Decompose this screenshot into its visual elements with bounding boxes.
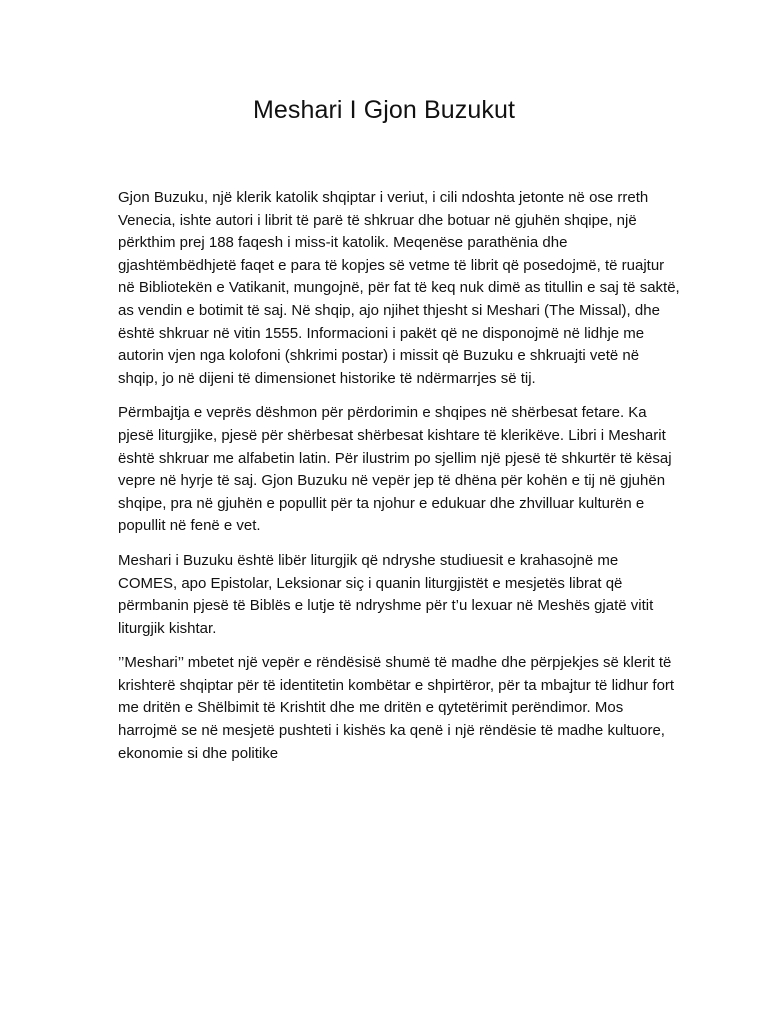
paragraph-2: Përmbajtja e veprës dëshmon për përdorimin e shqipes në shërbesat fetare. Ka pjesë liturgjike, pjesë për shërbesat shërbesat kishtare të klerikëve. Libri i Mesharit është shkruar me alfabetin latin. Për ilustrim po sjellim një pjesë të shkurtër të kësaj vepre në hyrje të saj. Gjon Buzuku në vepër jep të dhëna për kohën e tij në gjuhën shqipe, pra në gjuhën e popullit për ta njohur e edukuar dhe zhvilluar kulturën e popullit në fenë e vet. bbox=[118, 404, 672, 535]
document-body bbox=[118, 187, 680, 777]
paragraph-4: ’’Meshari’’ mbetet një vepër e rëndësisë shumë të madhe dhe përpjekjes së klerit të krishterë shqiptar për të identitetin kombëtar e shpirtëror, për ta mbajtur të lidhur fort me dritën e Shëlbimit të Krishtit dhe me dritën e qytetërimit perëndimor. Mos harrojmë se në mesjetë pushteti i kishës ka qenë i një rëndësie të madhe kultuore, ekonomie si dhe politike bbox=[118, 654, 675, 762]
paragraph-3: Meshari i Buzuku është libër liturgjik që ndryshe studiuesit e krahasojnë me COMES, apo Epistolar, Leksionar siç i quanin liturgjistët e mesjetës librat që përmbanin pjesë të Biblës e lutje të ndryshme për t’u lexuar në Meshës gjatë vitit liturgjik kishtar. bbox=[118, 551, 654, 637]
paragraph-1: Gjon Buzuku, një klerik katolik shqiptar i veriut, i cili ndoshta jetonte në ose rreth Venecia, ishte autori i librit të parë të shkruar dhe botuar në gjuhën shqipe, një përkthim prej 188 faqesh i miss-it katolik. Meqenëse parathënia dhe gjashtëmbëdhjetë faqet e para të kopjes së vetme të librit që posedojmë, të ruajtur në Bibliotekën e Vatikanit, mungojnë, për fat të keq nuk dimë as titullin e saj të saktë, as vendin e botimit të saj. Në shqip, ajo njihet thjesht si Meshari (The Missal), dhe është shkruar në vitin 1555. Informacioni i pakët që ne disponojmë në lidhje me autorin vjen nga kolofoni (shkrimi postar) i missit që Buzuku e shkruajti vetë në shqip, jo në dijeni të dimensionet historike të ndërmarrjes së tij. bbox=[118, 189, 680, 387]
document-title: Meshari I Gjon Buzukut bbox=[252, 96, 516, 124]
